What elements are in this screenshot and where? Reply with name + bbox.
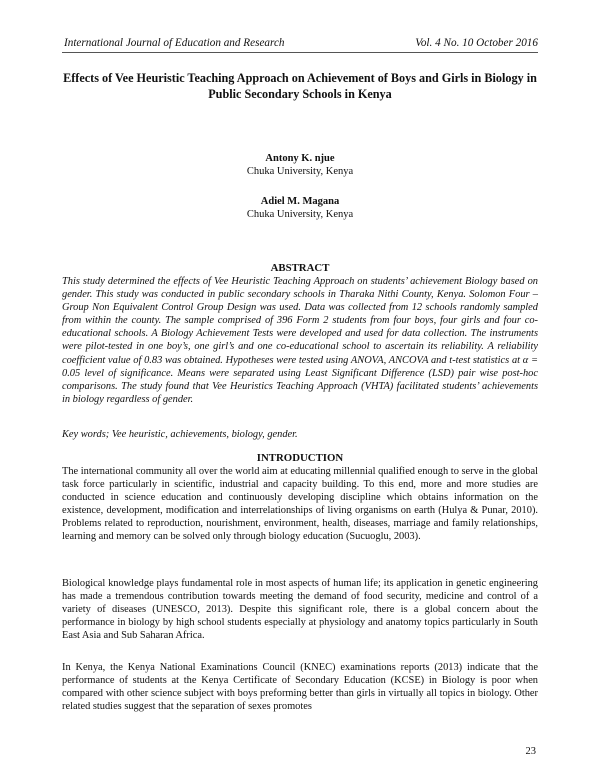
author-name: Adiel M. Magana: [260, 196, 340, 207]
body-paragraph: The international community all over the world aim at educating millennial qualified enough to serve in the global task force particularly in scientific, industrial and capacity building. To this end, more and more studies are conducted in science education and continuously developing discipline which obtains information on the existence, development, modification and interrelationships of living organisms on earth (Hulya & Punar, 2010). Problems related to reproduction, nourishment, environment, health, diseases, marriage and family relationships, learning and memory can be solved only through biology education (Sucuoglu, 2003).: [62, 466, 538, 543]
body-paragraph: In Kenya, the Kenya National Examinations Council (KNEC) examinations reports (2013) indicate that the performance of students at the Kenya Certificate of Secondary Education (KCSE) in Biology is poor when compared with other science subject with boys preforming better than girls in virtually all topics in biology. Other related studies suggest that the separation of sexes promotes: [62, 662, 538, 713]
keywords: Key words; Vee heuristic, achievements, biology, gender.: [62, 429, 298, 440]
author-block: [62, 195, 538, 221]
author-affiliation: Chuka University, Kenya: [246, 209, 354, 220]
author-block: [62, 152, 538, 178]
abstract-text: This study determined the effects of Vee Heuristic Teaching Approach on students’ achievement Biology based on gender. This study was conducted in public secondary schools in Tharaka Nithi County, Kenya. Solomon Four – Group Non Equivalent Control Group Design was used. Data was collected from 12 schools randomly sampled from within the county. The sample comprised of 396 Form 2 students from four boys, four girls and four co-educational schools. A Biology Achievement Tests were developed and used for data collection. The instruments were pilot-tested in one boy’s, one girl’s and one co-educational school to ascertain its reliability. A reliability coefficient value of 0.83 was obtained. Hypotheses were tested using ANOVA, ANCOVA and t-test statistics at α = 0.05 level of significance. Means were separated using Least Significant Difference (LSD) pair wise post-hoc comparisons. The study found that Vee Heuristics Teaching Approach (VHTA) facilitated students’ achievements in biology regardless of gender.: [62, 276, 538, 405]
journal-name: International Journal of Education and Research: [64, 37, 285, 49]
abstract-heading: ABSTRACT: [270, 262, 330, 274]
page-number: 23: [525, 746, 536, 757]
author-affiliation: Chuka University, Kenya: [246, 166, 354, 177]
volume-issue: Vol. 4 No. 10 October 2016: [415, 37, 538, 49]
paper-title: Effects of Vee Heuristic Teaching Approach on Achievement of Boys and Girls in Biology in Public Secondary Schools in Kenya: [63, 71, 537, 101]
author-name: Antony K. njue: [265, 153, 335, 164]
header-rule: [62, 52, 538, 53]
section-heading-introduction: INTRODUCTION: [256, 452, 344, 464]
body-paragraph: Biological knowledge plays fundamental role in most aspects of human life; its application in genetic engineering has made a tremendous contribution towards meeting the demand of food security, medicine and control of a variety of diseases (UNESCO, 2013). Despite this significant role, there is a global concern about the performance in biology by high school students especially at physiology and anatomy topics particularly in South East Asia and Sub Saharan Africa.: [62, 578, 538, 642]
